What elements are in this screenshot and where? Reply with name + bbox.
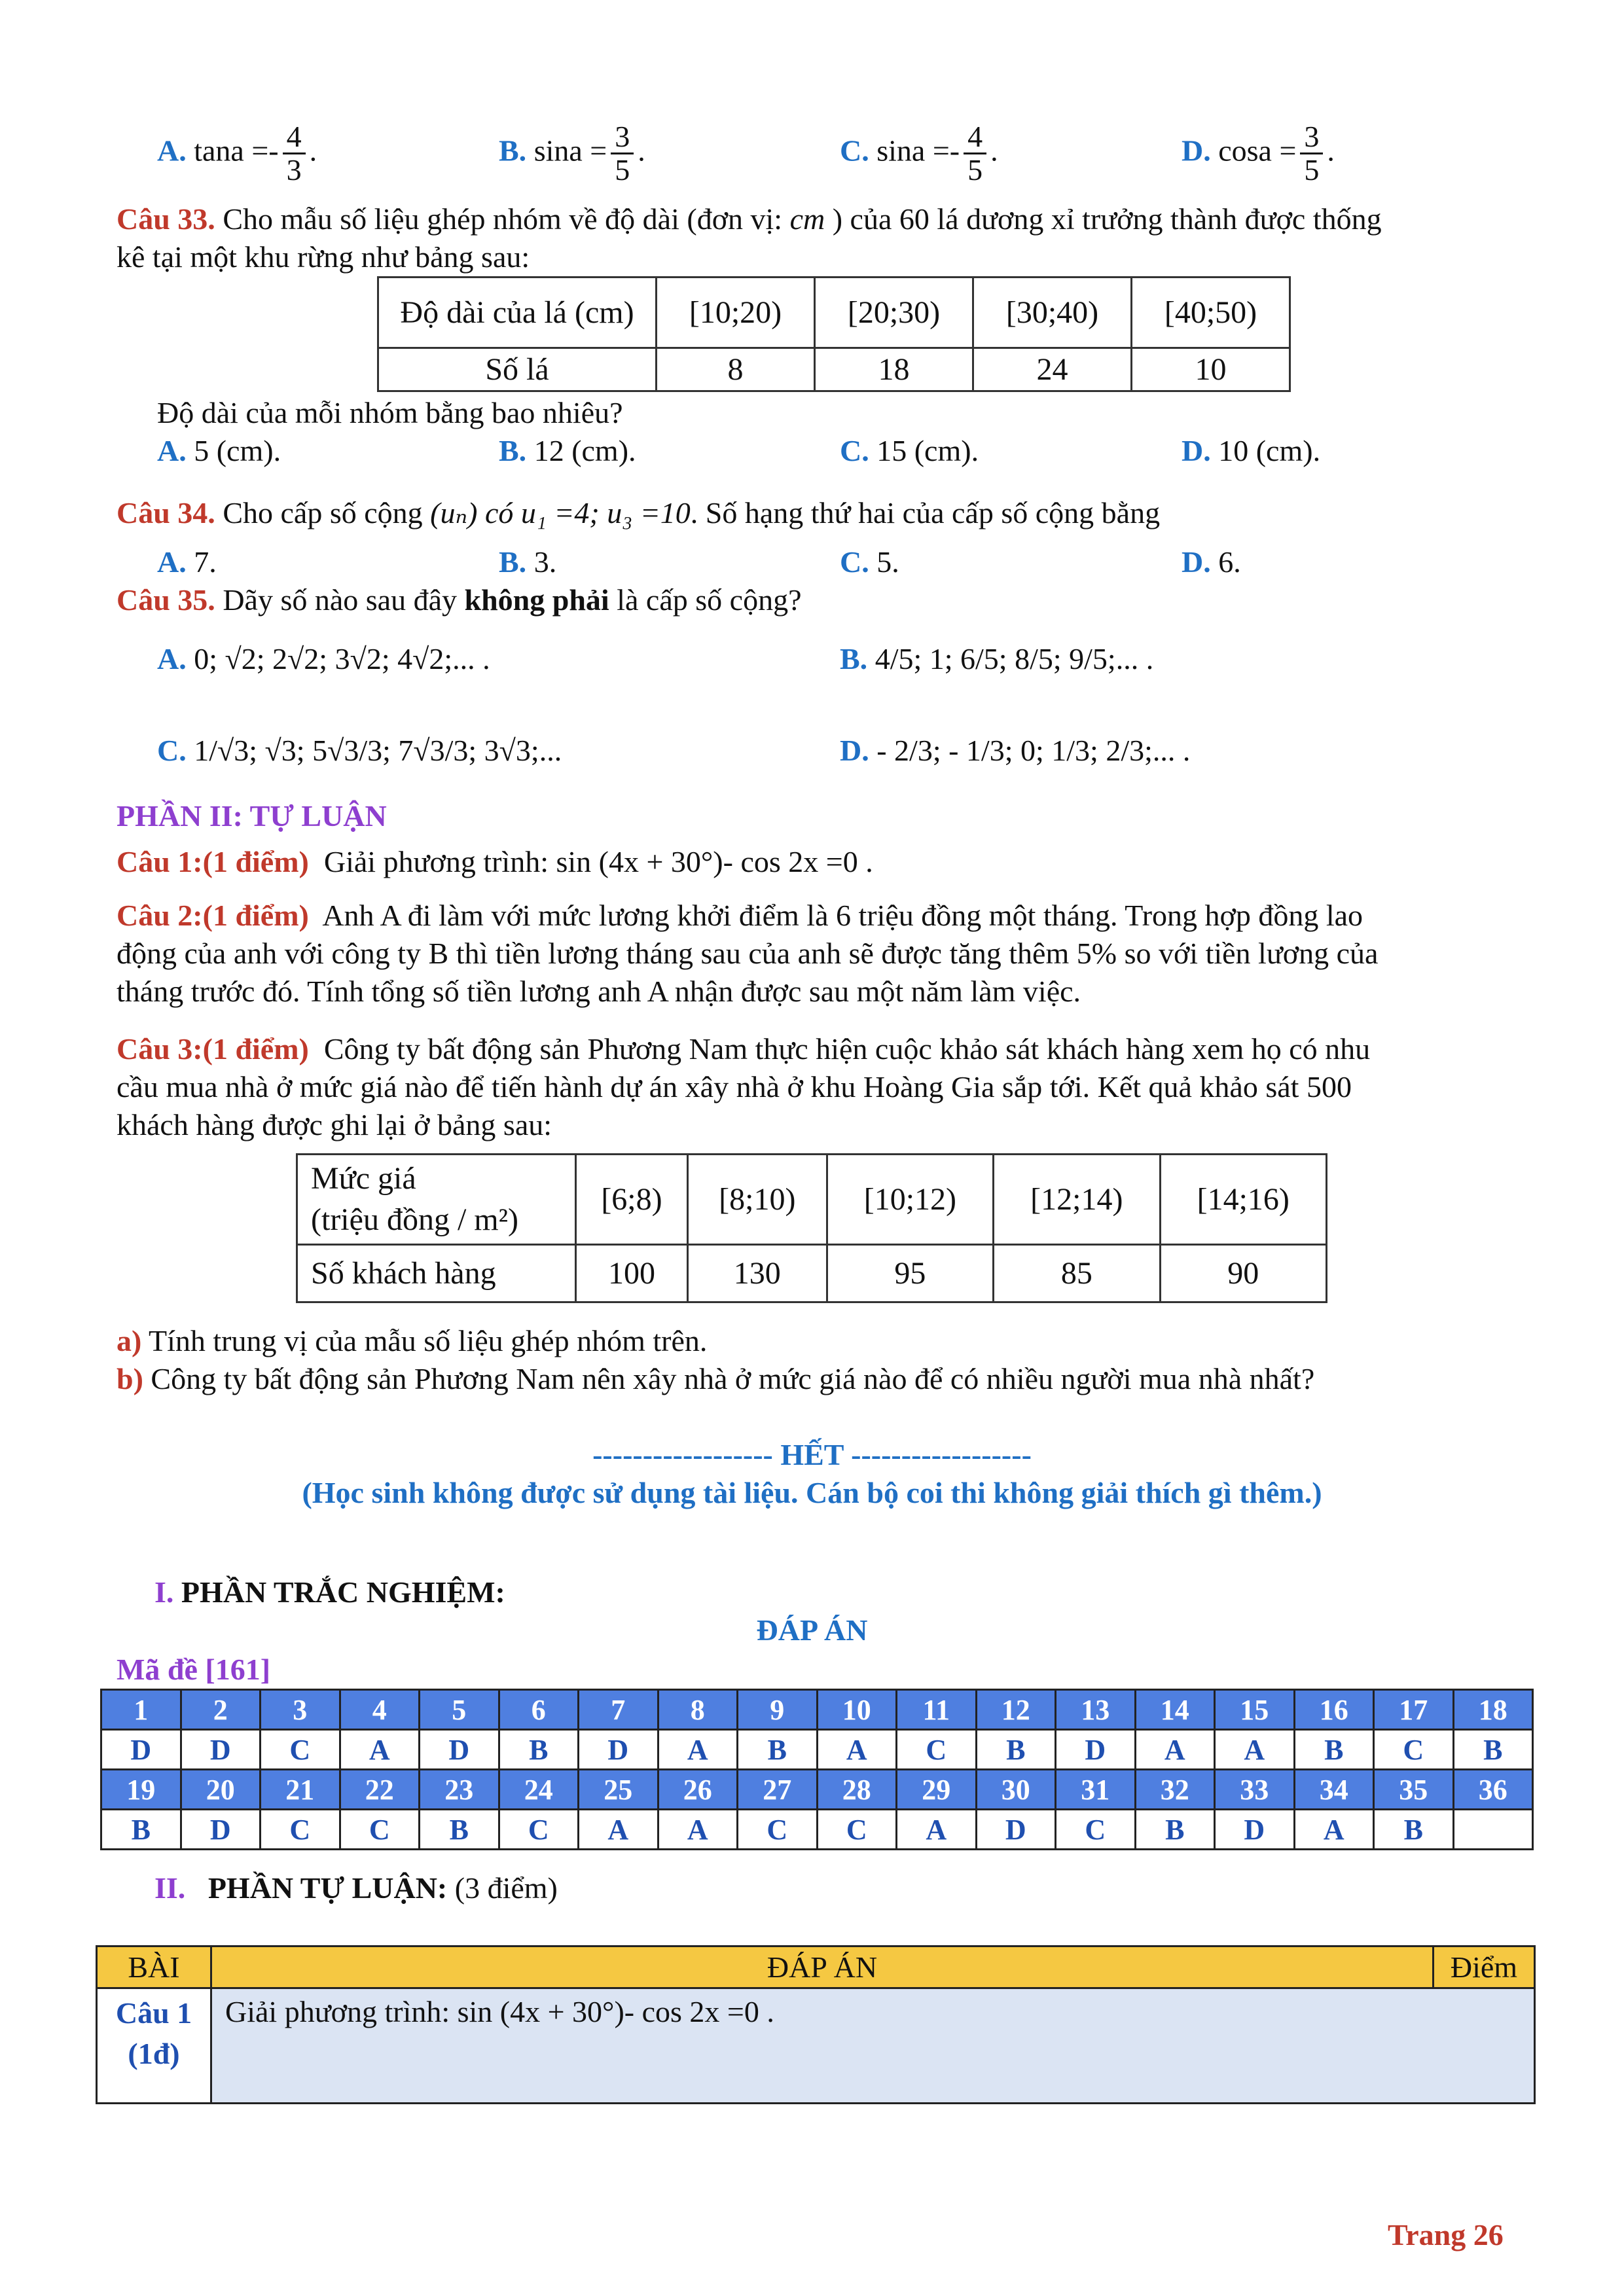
answer-number-cell: 10 <box>817 1690 897 1730</box>
q33-option-d: D. 10 (cm). <box>1182 434 1321 467</box>
survey-interval: [6;8) <box>576 1155 688 1245</box>
answer-number-cell: 14 <box>1135 1690 1215 1730</box>
q33-option-c: C. 15 (cm). <box>840 434 979 467</box>
answer-letter-row <box>101 1730 1533 1770</box>
q33-count: 18 <box>815 348 973 391</box>
answer-letter-cell: D <box>181 1810 261 1850</box>
answer-letter-cell: A <box>658 1810 738 1850</box>
survey-interval: [8;10) <box>687 1155 827 1245</box>
q32-option-b: B. sina = $\frac{3}{5}$ . <box>499 120 645 187</box>
answer-number-cell: 23 <box>420 1770 499 1810</box>
answer-number-cell: 26 <box>658 1770 738 1810</box>
q33-interval: [30;40) <box>973 278 1132 348</box>
answer-letter-cell: B <box>499 1730 579 1770</box>
answer-number-cell: 5 <box>420 1690 499 1730</box>
answer-number-cell: 27 <box>738 1770 818 1810</box>
q35-option-c: C. 1/√3; √3; 5√3/3; 7√3/3; 3√3;... <box>157 734 562 767</box>
essay-q2-line1: Câu 2:(1 điểm) Anh A đi làm với mức lương khởi điểm là 6 triệu đồng một tháng. Trong hợp đồng lao <box>117 899 1363 932</box>
answer-number-cell: 33 <box>1215 1770 1295 1810</box>
answer-number-cell: 35 <box>1374 1770 1454 1810</box>
q33-option-b: B. 12 (cm). <box>499 434 636 467</box>
answer-number-cell: 29 <box>897 1770 977 1810</box>
answer-number-cell: 16 <box>1294 1690 1374 1730</box>
answer-number-cell: 20 <box>181 1770 261 1810</box>
answer-letter-cell <box>1453 1810 1533 1850</box>
answer-letter-cell: D <box>101 1730 181 1770</box>
survey-value: 95 <box>827 1245 993 1302</box>
answer-number-cell: 34 <box>1294 1770 1374 1810</box>
answer-number-cell: 22 <box>340 1770 420 1810</box>
answer-number-cell: 32 <box>1135 1770 1215 1810</box>
answer-number-cell: 8 <box>658 1690 738 1730</box>
answer-number-cell: 31 <box>1056 1770 1136 1810</box>
q33-table <box>377 276 1291 392</box>
answer-letter-cell: C <box>261 1810 340 1850</box>
q33-interval: [40;50) <box>1132 278 1290 348</box>
q32-option-d: D. cosa = $\frac{3}{5}$ . <box>1182 120 1335 187</box>
answer-letter-cell: C <box>817 1810 897 1850</box>
answer-number-cell: 19 <box>101 1770 181 1810</box>
q33-question: Độ dài của mỗi nhóm bằng bao nhiêu? <box>157 396 623 429</box>
answer-letter-cell: C <box>261 1730 340 1770</box>
answers-title: ĐÁP ÁN <box>756 1613 868 1647</box>
essay-col-bai: BÀI <box>97 1946 211 1988</box>
survey-header-customers: Số khách hàng <box>297 1245 576 1302</box>
answer-number-cell: 12 <box>976 1690 1056 1730</box>
q33-header-length: Độ dài của lá (cm) <box>378 278 657 348</box>
q33-count: 8 <box>657 348 815 391</box>
essay-col-dapan: ĐÁP ÁN <box>211 1946 1434 1988</box>
answer-letter-cell: B <box>101 1810 181 1850</box>
q34-option-a: A. 7. <box>157 545 217 579</box>
end-marker: ------------------ HẾT ------------------ <box>592 1438 1032 1471</box>
answer-number-cell: 28 <box>817 1770 897 1810</box>
answer-number-cell: 6 <box>499 1690 579 1730</box>
q35-option-d: D. - 2/3; - 1/3; 0; 1/3; 2/3;... . <box>840 734 1191 767</box>
answer-number-cell: 4 <box>340 1690 420 1730</box>
answers-exam-code: Mã đề [161] <box>117 1653 271 1686</box>
q32-option-a: A. tana =- $\frac{4}{3}$ . <box>157 120 317 187</box>
answer-letter-cell: D <box>181 1730 261 1770</box>
survey-value: 100 <box>576 1245 688 1302</box>
answer-letter-cell: B <box>738 1730 818 1770</box>
answer-number-cell: 3 <box>261 1690 340 1730</box>
answer-letter-cell: C <box>1056 1810 1136 1850</box>
end-note: (Học sinh không được sử dụng tài liệu. Cán bộ coi thi không giải thích gì thêm.) <box>302 1476 1322 1509</box>
answer-letter-cell: A <box>579 1810 659 1850</box>
survey-interval: [10;12) <box>827 1155 993 1245</box>
essay-answer-table <box>96 1945 1536 2104</box>
essay-row-label: Câu 1 (1đ) <box>97 1988 211 2104</box>
q33-option-a: A. 5 (cm). <box>157 434 281 467</box>
q34-line1: Câu 34. Cho cấp số cộng (uₙ) có u₁ =4; u₃ =10. Số hạng thứ hai của cấp số cộng bằng <box>117 496 1161 529</box>
answer-letter-cell: B <box>1294 1730 1374 1770</box>
answer-number-cell: 21 <box>261 1770 340 1810</box>
q34-option-c: C. 5. <box>840 545 899 579</box>
q33-header-count: Số lá <box>378 348 657 391</box>
q33-count: 10 <box>1132 348 1290 391</box>
essay-q2-line2: động của anh với công ty B thì tiền lương tháng sau của anh sẽ được tăng thêm 5% so với tiền lương của <box>117 937 1379 970</box>
answer-number-cell: 15 <box>1215 1690 1295 1730</box>
answer-number-row <box>101 1770 1533 1810</box>
answer-number-cell: 36 <box>1453 1770 1533 1810</box>
answer-letter-cell: A <box>1135 1730 1215 1770</box>
answer-letter-cell: C <box>1374 1730 1454 1770</box>
answer-number-cell: 9 <box>738 1690 818 1730</box>
answer-key-table <box>100 1689 1534 1850</box>
page-number: Trang 26 <box>1388 2218 1504 2251</box>
essay-row-content: Giải phương trình: sin (4x + 30°)- cos 2x =0 . <box>211 1988 1535 2104</box>
answer-number-cell: 11 <box>897 1690 977 1730</box>
answer-letter-cell: D <box>579 1730 659 1770</box>
essay-section-title: II. PHẦN TỰ LUẬN: (3 điểm) <box>154 1871 558 1905</box>
q33-line2: kê tại một khu rừng như bảng sau: <box>117 240 530 274</box>
answer-letter-cell: A <box>817 1730 897 1770</box>
answer-number-cell: 18 <box>1453 1690 1533 1730</box>
survey-value: 90 <box>1160 1245 1326 1302</box>
answer-letter-cell: D <box>976 1810 1056 1850</box>
answer-letter-cell: A <box>1294 1810 1374 1850</box>
answer-number-cell: 17 <box>1374 1690 1454 1730</box>
q33-interval: [20;30) <box>815 278 973 348</box>
answer-letter-cell: D <box>1215 1810 1295 1850</box>
answer-letter-cell: B <box>1374 1810 1454 1850</box>
answer-letter-cell: C <box>897 1730 977 1770</box>
q34-option-b: B. 3. <box>499 545 557 579</box>
answer-letter-cell: B <box>420 1810 499 1850</box>
answer-letter-cell: A <box>658 1730 738 1770</box>
survey-interval: [12;14) <box>994 1155 1160 1245</box>
q33-count: 24 <box>973 348 1132 391</box>
answer-letter-cell: C <box>499 1810 579 1850</box>
answer-letter-cell: A <box>340 1730 420 1770</box>
q35-option-a: A. 0; √2; 2√2; 3√2; 4√2;... . <box>157 642 490 675</box>
q32-option-c: C. sina =- $\frac{4}{5}$ . <box>840 120 998 187</box>
essay-q1: Câu 1:(1 điểm) Giải phương trình: sin (4x + 30°)- cos 2x =0 . <box>117 845 873 878</box>
answer-letter-cell: D <box>420 1730 499 1770</box>
survey-table <box>296 1153 1327 1303</box>
answer-letter-cell: C <box>340 1810 420 1850</box>
survey-value: 130 <box>687 1245 827 1302</box>
answer-letter-cell: C <box>738 1810 818 1850</box>
answer-letter-row <box>101 1810 1533 1850</box>
survey-value: 85 <box>994 1245 1160 1302</box>
answers-section-title: I. PHẦN TRẮC NGHIỆM: <box>154 1575 505 1609</box>
essay-q3-line1: Câu 3:(1 điểm) Công ty bất động sản Phương Nam thực hiện cuộc khảo sát khách hàng xem họ có nhu <box>117 1032 1371 1066</box>
q33-line1: Câu 33. Cho mẫu số liệu ghép nhóm về độ dài (đơn vị: cm ) của 60 lá dương xỉ trưởng thành được thống <box>117 202 1382 236</box>
answer-letter-cell: B <box>976 1730 1056 1770</box>
survey-interval: [14;16) <box>1160 1155 1326 1245</box>
essay-q2-line3: tháng trước đó. Tính tổng số tiền lương anh A nhận được sau một năm làm việc. <box>117 975 1081 1008</box>
q34-option-d: D. 6. <box>1182 545 1241 579</box>
essay-col-diem: Điểm <box>1434 1946 1535 1988</box>
answer-number-cell: 7 <box>579 1690 659 1730</box>
answer-number-cell: 1 <box>101 1690 181 1730</box>
part2-title: PHẦN II: TỰ LUẬN <box>117 799 387 833</box>
survey-header-price: Mức giá (triệu đồng / m²) <box>297 1155 576 1245</box>
answer-letter-cell: A <box>897 1810 977 1850</box>
q35-line1: Câu 35. Dãy số nào sau đây không phải là cấp số cộng? <box>117 583 802 617</box>
answer-number-row <box>101 1690 1533 1730</box>
answer-letter-cell: A <box>1215 1730 1295 1770</box>
essay-q3-part-b: b) Công ty bất động sản Phương Nam nên xây nhà ở mức giá nào để có nhiều người mua nhà nhất? <box>117 1362 1315 1395</box>
essay-q3-line2: cầu mua nhà ở mức giá nào để tiến hành dự án xây nhà ở khu Hoàng Gia sắp tới. Kết quả khảo sát 500 <box>117 1070 1352 1103</box>
answer-letter-cell: B <box>1453 1730 1533 1770</box>
q35-option-b: B. 4/5; 1; 6/5; 8/5; 9/5;... . <box>840 642 1154 675</box>
answer-number-cell: 30 <box>976 1770 1056 1810</box>
answer-number-cell: 25 <box>579 1770 659 1810</box>
answer-number-cell: 2 <box>181 1690 261 1730</box>
answer-number-cell: 13 <box>1056 1690 1136 1730</box>
answer-letter-cell: D <box>1056 1730 1136 1770</box>
answer-number-cell: 24 <box>499 1770 579 1810</box>
answer-letter-cell: B <box>1135 1810 1215 1850</box>
essay-q3-line3: khách hàng được ghi lại ở bảng sau: <box>117 1108 552 1141</box>
q33-interval: [10;20) <box>657 278 815 348</box>
essay-q3-part-a: a) Tính trung vị của mẫu số liệu ghép nhóm trên. <box>117 1324 708 1357</box>
